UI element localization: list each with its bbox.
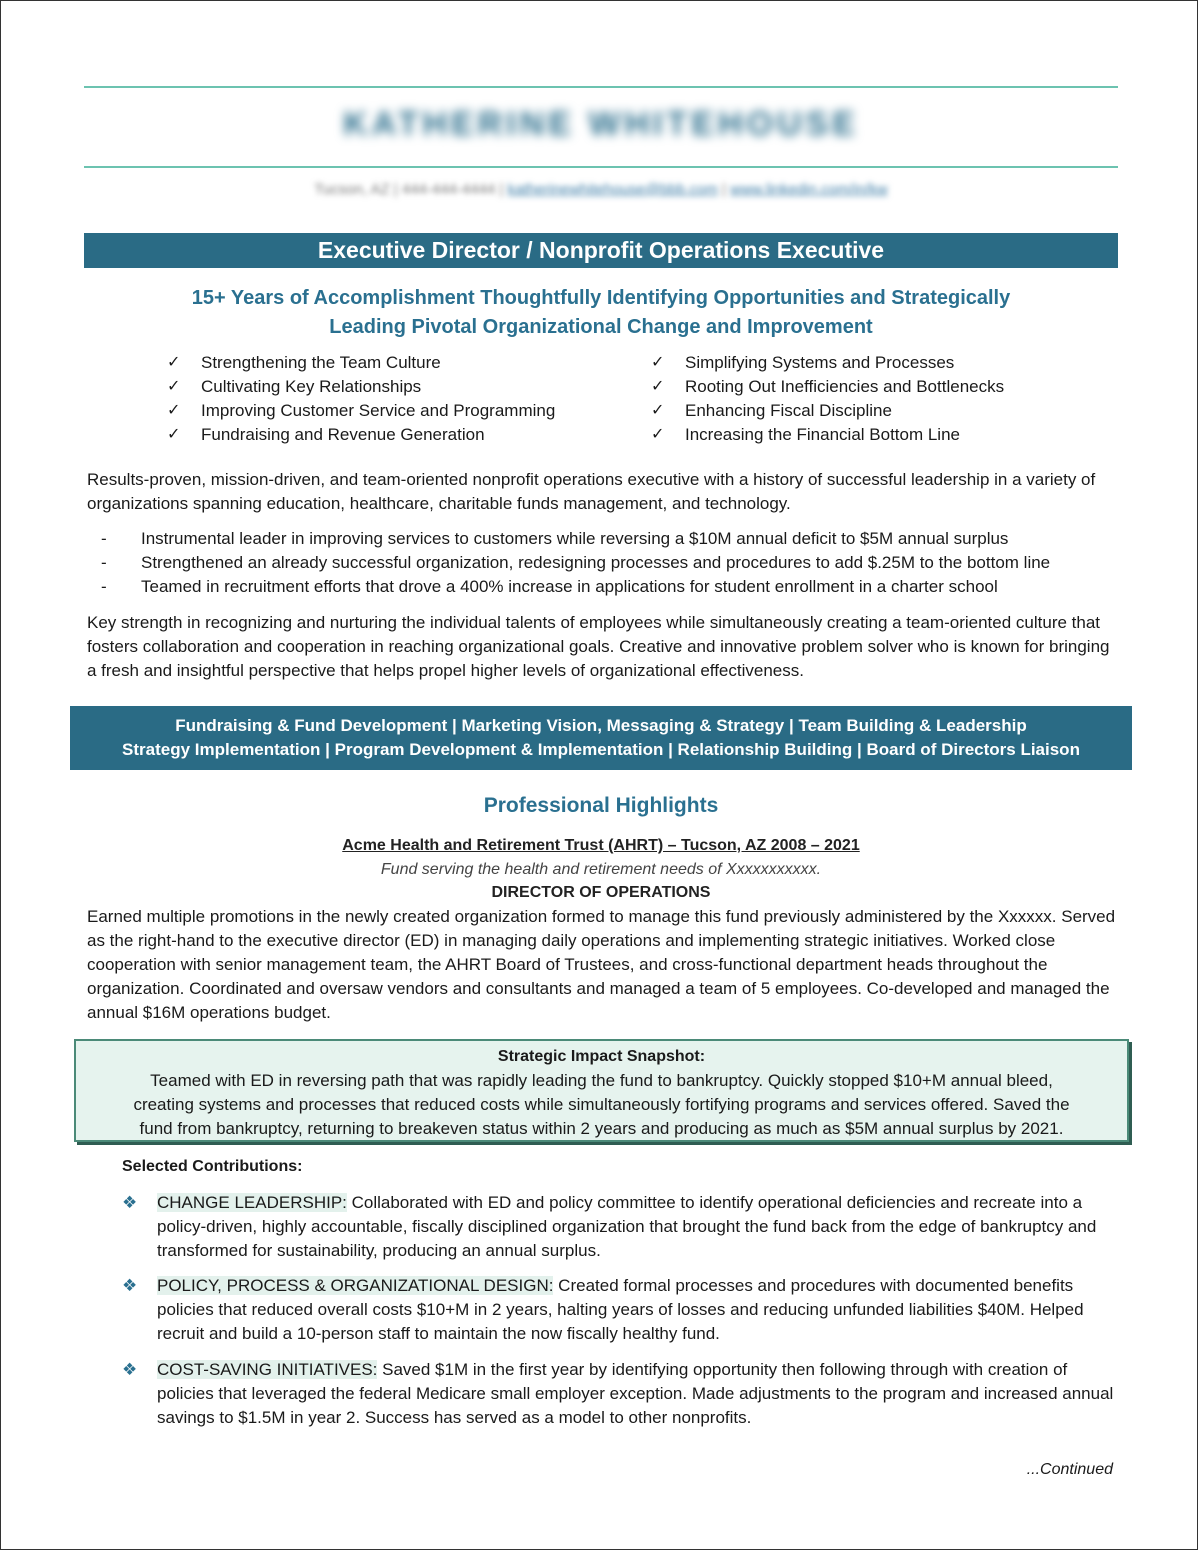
checkmark-icon: ✓ [167, 426, 181, 443]
contact-linkedin-link[interactable]: www.linkedin.com/in/kw [730, 181, 888, 198]
value-proposition-line-2: Leading Pivotal Organizational Change and Improvement [329, 316, 873, 338]
checklist-right [651, 351, 1004, 447]
achievement-item: - Strengthened an already successful organization, redesigning processes and procedures to add $.25M to the bottom line [101, 553, 1051, 572]
core-skills-bar [70, 706, 1132, 770]
achievements-list [101, 527, 1050, 599]
employer-line: Acme Health and Retirement Trust (AHRT) – Tucson, AZ 2008 – 2021 [342, 837, 860, 854]
candidate-name: KATHERINE WHITEHOUSE [343, 105, 859, 143]
job-description: Earned multiple promotions in the newly created organization formed to manage this fund previously administered by the Xxxxxx. Served as the right-hand to the executive director (ED) in managing daily operations and implementing strategic initiatives. Worked close cooperation with senior management team, the AHRT Board of Trustees, and cross-functional department heads throughout the organization. Coordinated and oversaw vendors and consultants and managed a team of 5 employees. Co-developed and managed the annual $16M operations budget. [87, 907, 1116, 1022]
snapshot-heading: Strategic Impact Snapshot: [497, 1048, 706, 1065]
checkmark-icon: ✓ [167, 402, 181, 419]
contribution-item [122, 1358, 1117, 1430]
checkmark-icon: ✓ [651, 354, 665, 371]
strengths-paragraph: Key strength in recognizing and nurturing the individual talents of employees while simultaneously creating a team-oriented culture that fosters collaboration and cooperation in reaching organizational goals. Creative and innovative problem solver who is known for bringing a fresh and insightful perspective that helps propel higher levels of organizational effectiveness. [87, 613, 1110, 680]
checklist-item: ✓ Improving Customer Service and Programming [167, 399, 555, 423]
value-proposition-line-1: 15+ Years of Accomplishment Thoughtfully Identifying Opportunities and Strategically [191, 287, 1011, 309]
contact-location: Tucson, AZ | 444-444-4444 | [314, 181, 504, 198]
snapshot-line: fund from bankruptcy, returning to breakeven status within 2 years and producing as much as $5M annual surplus by 2021. [139, 1119, 1064, 1138]
contribution-lead: CHANGE LEADERSHIP: [157, 1193, 347, 1212]
checklist-item: ✓ Rooting Out Inefficiencies and Bottlenecks [651, 375, 1004, 399]
checklist-item: ✓ Increasing the Financial Bottom Line [651, 423, 1004, 447]
checkmark-icon: ✓ [651, 426, 665, 443]
diamond-bullet-icon: ❖ [122, 1193, 138, 1212]
contribution-lead: COST-SAVING INITIATIVES: [157, 1360, 378, 1379]
headline-title-bar: Executive Director / Nonprofit Operations Executive [84, 233, 1118, 268]
header-bottom-rule [84, 166, 1118, 168]
checklist-item: ✓ Simplifying Systems and Processes [651, 351, 1004, 375]
contact-line [84, 181, 1118, 198]
contribution-item [122, 1274, 1117, 1346]
diamond-bullet-icon: ❖ [122, 1276, 138, 1295]
employer-tagline: Fund serving the health and retirement needs of Xxxxxxxxxxx. [380, 861, 822, 878]
header-top-rule [84, 86, 1118, 88]
summary-paragraph: Results-proven, mission-driven, and team-oriented nonprofit operations executive with a history of successful leadership in a variety of organizations spanning education, healthcare, charitable funds management, and technology. [87, 470, 1096, 513]
checklist-item: ✓ Cultivating Key Relationships [167, 375, 555, 399]
contribution-item [122, 1191, 1117, 1263]
contribution-text: Created formal processes and procedures with documented benefits policies that reduced overall costs $10+M in 2 years, halting years of losses and reducing unfunded liabilities $40M. Helped recruit and build a 10-person staff to maintain the now fiscally healthy fund. [157, 1276, 1084, 1343]
checkmark-icon: ✓ [651, 402, 665, 419]
contributions-heading: Selected Contributions: [122, 1158, 303, 1175]
checklist-item: ✓ Strengthening the Team Culture [167, 351, 555, 375]
skills-line-1: Fundraising & Fund Development | Marketing Vision, Messaging & Strategy | Team Building & Leadership [175, 716, 1027, 735]
strategic-impact-snapshot-box [74, 1039, 1129, 1142]
skills-line-2: Strategy Implementation | Program Development & Implementation | Relationship Building | Board of Directors Liaison [122, 740, 1080, 759]
contact-separator: | [722, 181, 731, 198]
snapshot-line: Teamed with ED in reversing path that was rapidly leading the fund to bankruptcy. Quickly stopped $10+M annual bleed, [150, 1071, 1053, 1090]
continued-note: ...Continued [1026, 1461, 1113, 1478]
contribution-text: Saved $1M in the first year by identifying opportunity then following through with creation of policies that leveraged the federal Medicare small employer exception. Made adjustments to the program and increased annual savings to $1.5M in year 2. Success has served as a model to other nonprofits. [157, 1360, 1114, 1427]
achievement-item: - Instrumental leader in improving services to customers while reversing a $10M annual deficit to $5M annual surplus [101, 529, 1009, 548]
value-proposition [84, 284, 1118, 342]
checkmark-icon: ✓ [651, 378, 665, 395]
diamond-bullet-icon: ❖ [122, 1360, 138, 1379]
job-title: DIRECTOR OF OPERATIONS [491, 884, 711, 901]
contact-email-link[interactable]: katherinewhitehouse@bbb.com [507, 181, 718, 198]
section-heading-professional-highlights: Professional Highlights [483, 794, 719, 817]
checklist-left [167, 351, 555, 447]
checklist-item: ✓ Enhancing Fiscal Discipline [651, 399, 1004, 423]
contribution-lead: POLICY, PROCESS & ORGANIZATIONAL DESIGN: [157, 1276, 554, 1295]
snapshot-line: creating systems and processes that reduced costs while simultaneously fortifying programs and services offered. Saved the [133, 1095, 1070, 1114]
contribution-text: Collaborated with ED and policy committee to identify operational deficiencies and recreate into a policy-driven, highly accountable, fiscally disciplined organization that brought the fund back from the edge of bankruptcy and transformed for sustainability, producing an annual surplus. [157, 1193, 1097, 1260]
checklist-item: ✓ Fundraising and Revenue Generation [167, 423, 555, 447]
achievement-item: - Teamed in recruitment efforts that drove a 400% increase in applications for student enrollment in a charter school [101, 577, 998, 596]
checkmark-icon: ✓ [167, 354, 181, 371]
checkmark-icon: ✓ [167, 378, 181, 395]
